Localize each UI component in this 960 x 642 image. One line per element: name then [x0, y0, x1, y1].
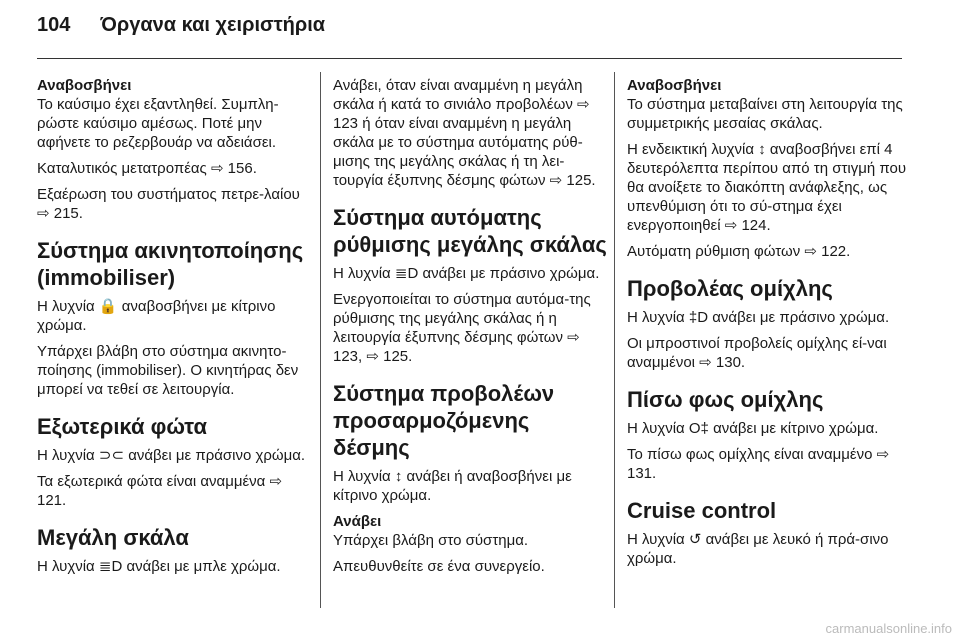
- paragraph: Η ενδεικτική λυχνία ↕ αναβοσβήνει επί 4 δευτερόλεπτα περίπου από τη στιγμή που θα ανοίξετε το διακόπτη ανάφλεξης, ως υπενθύμιση ότι το σύ-στημα έχει ενεργοποιηθεί ⇨ 124.: [627, 141, 907, 234]
- section-heading: Πίσω φως ομίχλης: [627, 387, 824, 412]
- paragraph: Υπάρχει βλάβη στο σύστημα.: [333, 532, 529, 549]
- section-heading: Cruise control: [627, 498, 777, 523]
- paragraph: Αυτόματη ρύθμιση φώτων ⇨ 122.: [627, 243, 851, 260]
- paragraph: Η λυχνία 🔒 αναβοσβήνει με κίτρινο χρώμα.: [37, 298, 276, 334]
- paragraph: Ενεργοποιείται το σύστημα αυτόμα-της ρύθμισης της μεγάλης σκάλας ή η λειτουργία έξυπνης δέσμης φώτων ⇨ 123, ⇨ 125.: [333, 291, 591, 365]
- paragraph: Η λυχνία ↺ ανάβει με λευκό ή πρά-σινο χρώμα.: [627, 531, 889, 567]
- column-3: [627, 76, 907, 575]
- paragraph: Η λυχνία ≣D ανάβει με πράσινο χρώμα.: [333, 265, 600, 282]
- column-divider: [320, 72, 321, 608]
- subheading: Ανάβει: [333, 513, 382, 530]
- section-heading: Προβολέας ομίχλης: [627, 276, 833, 301]
- page-header: [37, 14, 325, 37]
- subheading: Αναβοσβήνει: [37, 77, 132, 94]
- watermark: carmanualsonline.info: [825, 621, 952, 636]
- paragraph: Υπάρχει βλάβη στο σύστημα ακινητο-ποίησης (immobiliser). Ο κινητήρας δεν μπορεί να τεθεί σε λειτουργία.: [37, 343, 299, 398]
- section-heading: Σύστημα αυτόματης ρύθμισης μεγάλης σκάλας: [333, 205, 607, 257]
- page-title: Όργανα και χειριστήρια: [100, 14, 326, 36]
- paragraph: Απευθυνθείτε σε ένα συνεργείο.: [333, 558, 545, 575]
- subheading: Αναβοσβήνει: [627, 77, 722, 94]
- paragraph: Η λυχνία ≣D ανάβει με μπλε χρώμα.: [37, 558, 281, 575]
- paragraph: Η λυχνία ‡D ανάβει με πράσινο χρώμα.: [627, 309, 890, 326]
- paragraph: Ανάβει, όταν είναι αναμμένη η μεγάλη σκάλα ή κατά το σινιάλο προβολέων ⇨ 123 ή όταν είναι αναμμένη η μεγάλη σκάλα με το σύστημα αυτόματης ρύθ-μισης της μεγάλης σκάλας ή τη λει-τουργία έξυπνης δέσμης φώτων ⇨ 125.: [333, 77, 596, 189]
- paragraph: Εξαέρωση του συστήματος πετρε-λαίου ⇨ 215.: [37, 186, 300, 222]
- paragraph: Το καύσιμο έχει εξαντληθεί. Συμπλη-ρώστε καύσιμο αμέσως. Ποτέ μην αφήνετε το ρεζερβουάρ να αδειάσει.: [37, 96, 279, 151]
- paragraph: Οι μπροστινοί προβολείς ομίχλης εί-ναι αναμμένοι ⇨ 130.: [627, 335, 887, 371]
- paragraph: Η λυχνία O‡ ανάβει με κίτρινο χρώμα.: [627, 420, 879, 437]
- paragraph: Καταλυτικός μετατροπέας ⇨ 156.: [37, 160, 257, 177]
- header-rule: [37, 58, 902, 59]
- section-heading: Σύστημα προβολέων προσαρμοζόμενης δέσμης: [333, 381, 555, 460]
- paragraph: Η λυχνία ⊃⊂ ανάβει με πράσινο χρώμα.: [37, 447, 306, 464]
- column-2: [333, 76, 611, 583]
- paragraph: Η λυχνία ↕ ανάβει ή αναβοσβήνει με κίτρινο χρώμα.: [333, 468, 572, 504]
- column-1: [37, 76, 315, 583]
- section-heading: Εξωτερικά φώτα: [37, 414, 208, 439]
- page-number: 104: [37, 14, 71, 36]
- paragraph: Το σύστημα μεταβαίνει στη λειτουργία της συμμετρικής μεσαίας σκάλας.: [627, 96, 903, 132]
- paragraph: Το πίσω φως ομίχλης είναι αναμμένο ⇨ 131.: [627, 446, 890, 482]
- section-heading: Μεγάλη σκάλα: [37, 525, 189, 550]
- column-divider: [614, 72, 615, 608]
- paragraph: Τα εξωτερικά φώτα είναι αναμμένα ⇨ 121.: [37, 473, 283, 509]
- section-heading: Σύστημα ακινητοποίησης (immobiliser): [37, 238, 304, 290]
